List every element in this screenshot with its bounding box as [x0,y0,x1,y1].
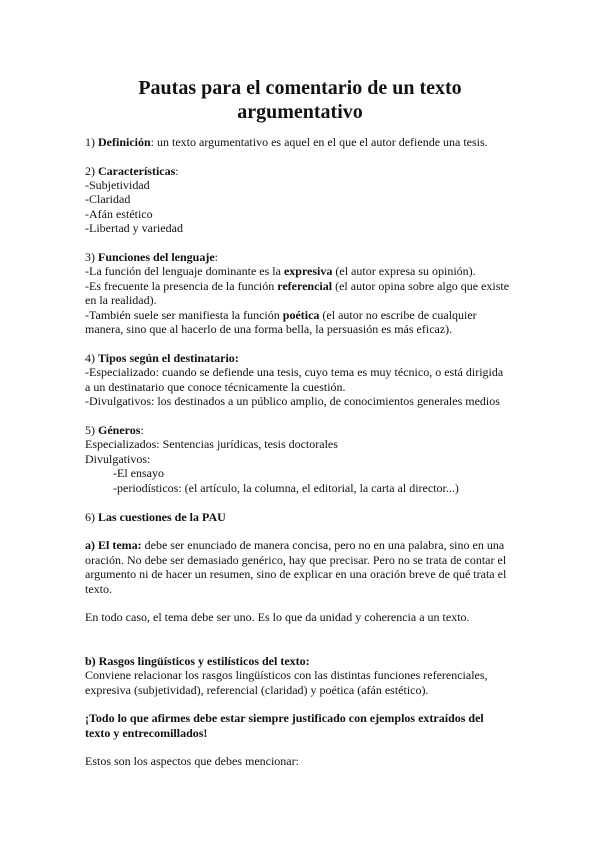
paragraph-line: -La función del lenguaje dominante es la expresiva (el autor expresa su opinión). [85,264,476,278]
section-pau-heading: 6) Las cuestiones de la PAU [85,510,226,524]
paragraph-line: -Es frecuente la presencia de la función referencial (el autor opina sobre algo que existe [85,279,510,293]
paragraph-line: texto. [85,582,112,596]
paragraph-line: Divulgativos: [85,452,151,466]
paragraph-line: a) El tema: debe ser enunciado de manera concisa, pero no en una palabra, sino en una [85,538,505,552]
paragraph-line: expresiva (subjetividad), referencial (claridad) y poética (afán estético). [85,683,429,697]
paragraph-line: a un destinatario que conoce técnicamente la cuestión. [85,380,346,394]
title-line-1: Pautas para el comentario de un texto [138,77,462,99]
paragraph-line: oración. No debe ser demasiado genérico, hay que precisar. Pero no se trata de contar el [85,553,507,567]
term-definicion: Definición [98,135,151,149]
warning-line: ¡Todo lo que afirmes debe estar siempre justificado con ejemplos extraídos del [85,711,484,725]
list-item: -periodísticos: (el artículo, la columna, el editorial, la carta al director...) [113,481,459,495]
section-generos-heading: 5) Géneros: [85,423,144,437]
list-item: -Afán estético [85,207,153,221]
paragraph-line: manera, sino que al hacerlo de una forma bella, la persuasión es más eficaz). [85,322,453,336]
paragraph-line: en la realidad). [85,293,157,307]
paragraph-line: En todo caso, el tema debe ser uno. Es lo que da unidad y coherencia a un texto. [85,610,470,624]
section-caracteristicas-heading: 2) Características: [85,164,179,178]
subsection-tema-label: a) El tema: [85,538,142,552]
paragraph-line [85,654,310,668]
paragraph-line: -Divulgativos: los destinados a un público amplio, de conocimientos generales medios [85,394,500,408]
section-tipos-heading: 4) Tipos según el destinatario: [85,351,239,365]
paragraph-line: -También suele ser manifiesta la función poética (el autor no escribe de cualquier [85,308,477,322]
list-item: -Libertad y variedad [85,221,183,235]
list-item: -Claridad [85,192,131,206]
section-definicion: 1) Definición: un texto argumentativo es aquel en el que el autor defiende una tesis. [85,135,488,149]
paragraph-line: argumento ni de hacer un resumen, sino de explicar en una oración breve de qué trata el [85,567,507,581]
section-funciones-heading: 3) Funciones del lenguaje: [85,250,219,264]
list-item: -Subjetividad [85,178,150,192]
paragraph-line: -Especializado: cuando se defiende una tesis, cuyo tema es muy técnico, o está dirigida [85,365,504,379]
paragraph-line: Estos son los aspectos que debes mencionar: [85,754,299,768]
list-item: -El ensayo [113,466,164,480]
paragraph-line: Especializados: Sentencias jurídicas, tesis doctorales [85,437,338,451]
paragraph-line: Conviene relacionar los rasgos lingüísticos con las distintas funciones referenciales, [85,668,488,682]
warning-line: texto y entrecomillados! [85,726,208,740]
title-line-2: argumentativo [237,101,363,123]
document-title [80,76,520,124]
subsection-rasgos-label: b) Rasgos lingüísticos y estilísticos del texto: [85,654,310,668]
